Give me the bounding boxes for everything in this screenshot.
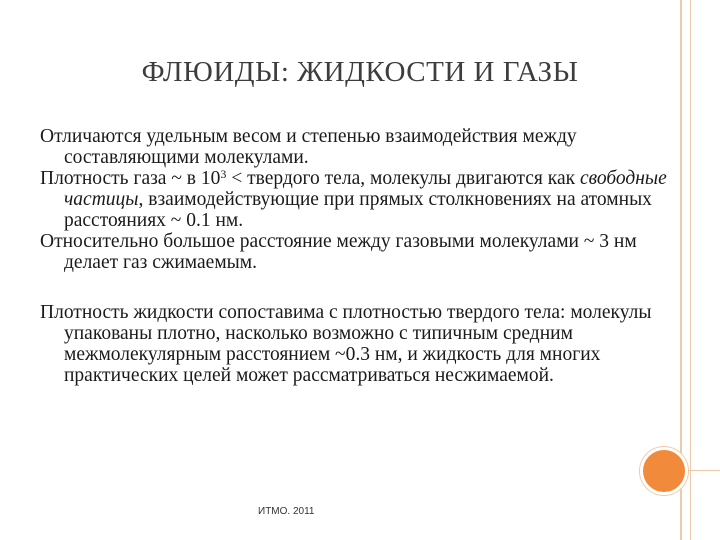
gas-compressibility-text: Относительно большое расстояние между газовыми молекулами ~ 3 нм делает газ сжимаемым. — [40, 231, 637, 273]
paragraph-fluid-differences — [40, 126, 670, 168]
decorative-frame-border — [680, 0, 720, 540]
paragraph-fluid-differences-text: Отличаются удельным весом и степенью взаимодействия между составляющими молекулами. — [40, 126, 577, 168]
slide-footer: ИТМО. 2011 — [258, 506, 315, 517]
slide-title: ФЛЮИДЫ: ЖИДКОСТИ И ГАЗЫ — [141, 56, 579, 88]
liquid-density-text: Плотность жидкости сопоставима с плотностью твердого тела: молекулы упакованы плотно, насколько возможно с типичным средним межмолекулярным расстоянием ~0.3 нм, и жидкость для многих практических целей может рассматриваться несжимаемой. — [40, 302, 652, 386]
paragraph-liquid-density — [40, 302, 670, 386]
gas-density-text-c: , взаимодействующие при прямых столкновениях на атомных расстояниях ~ 0.1 нм. — [64, 189, 652, 231]
gas-density-text-a: Плотность газа ~ в 10 — [40, 168, 221, 189]
slide-body — [40, 126, 670, 386]
free-particles-italic: свободные частицы — [64, 168, 667, 210]
paragraph-gas-density — [40, 168, 670, 231]
decorative-orange-circle — [640, 447, 688, 495]
decorative-frame-inner-line — [690, 0, 691, 540]
gas-density-text-b: < твердого тела, молекулы двигаются как — [226, 168, 580, 189]
gas-density-exponent: 3 — [220, 167, 227, 181]
paragraph-gas-compressibility — [40, 231, 670, 273]
